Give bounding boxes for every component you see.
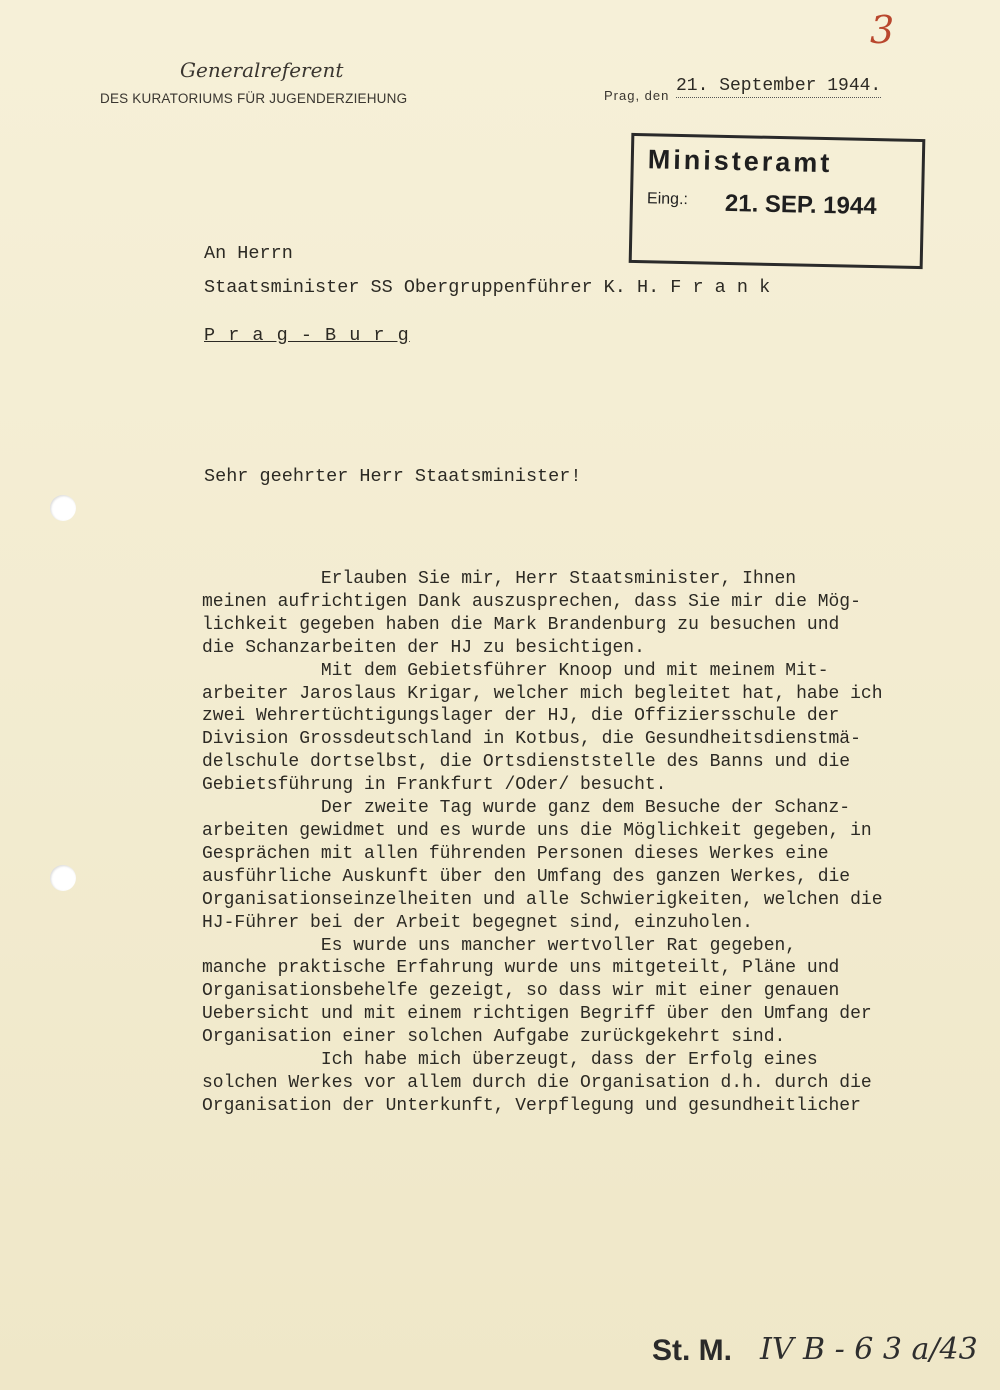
body-line: manche praktische Erfahrung wurde uns mitgeteilt, Pläne und xyxy=(202,958,840,979)
body-line: Organisation einer solchen Aufgabe zurückgekehrt sind. xyxy=(202,1027,786,1048)
stamp-title: Ministeramt xyxy=(647,144,833,179)
stamp-date: 21. SEP. 1944 xyxy=(724,189,877,221)
letter-date: 21. September 1944. xyxy=(676,76,882,96)
body-line: Gesprächen mit allen führenden Personen dieses Werkes eine xyxy=(202,843,829,864)
body-line: solchen Werkes vor allem durch die Organisation d.h. durch die xyxy=(202,1072,872,1093)
body-line: Ich habe mich überzeugt, dass der Erfolg eines xyxy=(202,1050,818,1071)
body-line: Der zweite Tag wurde ganz dem Besuche der Schanz- xyxy=(202,798,851,819)
body-line: lichkeit gegeben haben die Mark Brandenburg zu besuchen und xyxy=(202,614,840,635)
body-line: zwei Wehrertüchtigungslager der HJ, die Offiziersschule der xyxy=(202,706,840,727)
body-line: HJ-Führer bei der Arbeit begegnet sind, einzuholen. xyxy=(202,912,753,933)
body-line: Organisationseinzelheiten und alle Schwierigkeiten, welchen die xyxy=(202,889,883,910)
reference-printed: St. M. xyxy=(652,1334,732,1367)
letterhead-title: Generalreferent xyxy=(180,58,344,82)
body-line: arbeiten gewidmet und es wurde uns die Möglichkeit gegeben, in xyxy=(202,820,872,841)
body-line: Division Grossdeutschland in Kotbus, die Gesundheitsdienstmä- xyxy=(202,729,861,750)
address-line-3: P r a g - B u r g xyxy=(204,325,410,346)
body-line: arbeiter Jaroslaus Krigar, welcher mich begleitet hat, habe ich xyxy=(202,683,883,704)
body-line: Erlauben Sie mir, Herr Staatsminister, Ihnen xyxy=(202,569,797,589)
body-line: ausführliche Auskunft über den Umfang des ganzen Werkes, die xyxy=(202,866,851,887)
punch-hole-bottom xyxy=(50,865,76,891)
body-line: Mit dem Gebietsführer Knoop und mit meinem Mit- xyxy=(202,660,829,681)
address-line-1: An Herrn xyxy=(204,243,293,264)
body-line: delschule dortselbst, die Ortsdienststelle des Banns und die xyxy=(202,752,851,773)
body-line: Organisation der Unterkunft, Verpflegung und gesundheitlicher xyxy=(202,1095,861,1116)
body-line: Gebietsführung in Frankfurt /Oder/ besucht. xyxy=(202,775,667,796)
letter-body xyxy=(202,568,977,1118)
body-line: Es wurde uns mancher wertvoller Rat gegeben, xyxy=(202,935,797,956)
stamp-received-label: Eing.: xyxy=(646,190,689,209)
body-line: die Schanzarbeiten der HJ zu besichtigen. xyxy=(202,637,645,658)
address-line-2: Staatsminister SS Obergruppenführer K. H. F r a n k xyxy=(204,277,771,298)
place-label: Prag, den xyxy=(604,88,670,103)
folio-number: 3 xyxy=(870,8,895,52)
salutation: Sehr geehrter Herr Staatsminister! xyxy=(204,466,582,487)
received-stamp xyxy=(629,133,926,269)
body-line: Uebersicht und mit einem richtigen Begriff über den Umfang der xyxy=(202,1004,872,1025)
letterhead-organization: DES KURATORIUMS FÜR JUGENDERZIEHUNG xyxy=(100,91,408,106)
body-line: meinen aufrichtigen Dank auszusprechen, dass Sie mir die Mög- xyxy=(202,591,861,612)
body-line: Organisationsbehelfe gezeigt, so dass wir mit einer genauen xyxy=(202,981,840,1002)
reference-handwritten: IV B - 6 3 a/43 xyxy=(760,1332,978,1367)
punch-hole-top xyxy=(50,495,76,521)
